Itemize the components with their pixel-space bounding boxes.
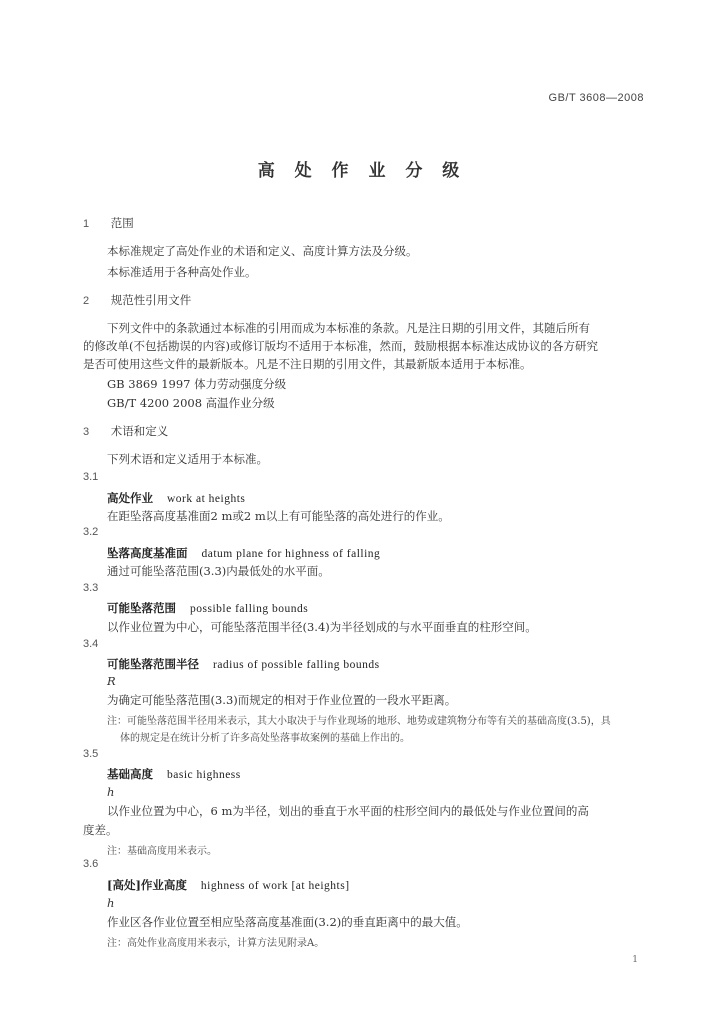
- term-en: basic highness: [167, 769, 241, 781]
- reference-item: GB/T 4200 2008 高温作业分级: [107, 396, 275, 410]
- paragraph: 下列术语和定义适用于本标准。: [107, 452, 268, 466]
- term-definition: 通过可能坠落范围(3.3)内最低处的水平面。: [107, 564, 330, 578]
- term-number: 3.5: [83, 748, 99, 760]
- term-en: possible falling bounds: [190, 603, 309, 615]
- term-number: 3.2: [83, 526, 99, 538]
- document-title: 高 处 作 业 分 级: [257, 161, 467, 181]
- term-number: 3.3: [83, 582, 99, 594]
- term-definition: 为确定可能坠落范围(3.3)而规定的相对于作业位置的一段水平距离。: [107, 693, 457, 707]
- page-number: 1: [632, 955, 638, 965]
- paragraph: 下列文件中的条款通过本标准的引用而成为本标准的条款。凡是注日期的引用文件，其随后所有: [107, 321, 590, 335]
- section-3-heading: [83, 423, 168, 439]
- term-zh: 坠落高度基准面: [107, 546, 188, 560]
- term-number: 3.4: [83, 638, 99, 650]
- term-title: [107, 545, 380, 561]
- term-en: datum plane for highness of falling: [201, 548, 381, 560]
- paragraph: 是否可使用这些文件的最新版本。凡是不注日期的引用文件，其最新版本适用于本标准。: [83, 357, 532, 371]
- section-1-heading: [83, 215, 134, 231]
- section-number: 3: [83, 426, 90, 438]
- section-title: 术语和定义: [110, 424, 169, 438]
- term-symbol: h: [107, 896, 115, 910]
- term-definition: 以作业位置为中心，可能坠落范围半径(3.4)为半径划成的与水平面垂直的柱形空间。: [107, 620, 537, 634]
- term-note: 体的规定是在统计分析了许多高处坠落事故案例的基础上作出的。: [120, 733, 410, 744]
- term-definition: 作业区各作业位置至相应坠落高度基准面(3.2)的垂直距离中的最大值。: [107, 915, 468, 929]
- term-title: [107, 490, 245, 506]
- term-note: 注：基础高度用米表示。: [107, 846, 217, 857]
- term-en: radius of possible falling bounds: [213, 659, 380, 671]
- paragraph: 本标准规定了高处作业的术语和定义、高度计算方法及分级。: [107, 244, 418, 258]
- section-number: 1: [83, 218, 90, 230]
- paragraph: 本标准适用于各种高处作业。: [107, 265, 257, 279]
- paragraph: 的修改单(不包括勘误的内容)或修订版均不适用于本标准，然而，鼓励根据本标准达成协议的各方研究: [83, 339, 598, 353]
- term-definition: 在距坠落高度基准面2 m或2 m以上有可能坠落的高处进行的作业。: [107, 509, 450, 523]
- term-symbol: h: [107, 785, 115, 799]
- term-zh: [高处]作业高度: [107, 878, 187, 892]
- term-number: 3.6: [83, 858, 99, 870]
- term-symbol: R: [107, 674, 116, 688]
- reference-item: GB 3869 1997 体力劳动强度分级: [107, 377, 287, 391]
- term-title: [107, 877, 350, 893]
- term-number: 3.1: [83, 471, 99, 483]
- term-title: [107, 766, 241, 782]
- section-title: 规范性引用文件: [110, 293, 192, 307]
- term-zh: 高处作业: [107, 491, 153, 505]
- term-note: 注：可能坠落范围半径用米表示，其大小取决于与作业现场的地形、地势或建筑物分布等有关的基础高度(3.5)，具: [107, 716, 611, 727]
- term-title: [107, 656, 380, 672]
- term-definition: 度差。: [83, 823, 118, 837]
- term-title: [107, 600, 308, 616]
- term-zh: 基础高度: [107, 767, 153, 781]
- standard-code: GB/T 3608—2008: [548, 92, 644, 104]
- term-zh: 可能坠落范围半径: [107, 657, 199, 671]
- term-note: 注：高处作业高度用米表示，计算方法见附录A。: [107, 938, 325, 949]
- section-title: 范围: [110, 216, 134, 230]
- term-en: highness of work [at heights]: [200, 880, 350, 892]
- section-2-heading: [83, 292, 191, 308]
- section-number: 2: [83, 295, 90, 307]
- term-en: work at heights: [167, 493, 246, 505]
- term-zh: 可能坠落范围: [107, 601, 176, 615]
- term-definition: 以作业位置为中心，6 m为半径，划出的垂直于水平面的柱形空间内的最低处与作业位置间的高: [107, 804, 589, 818]
